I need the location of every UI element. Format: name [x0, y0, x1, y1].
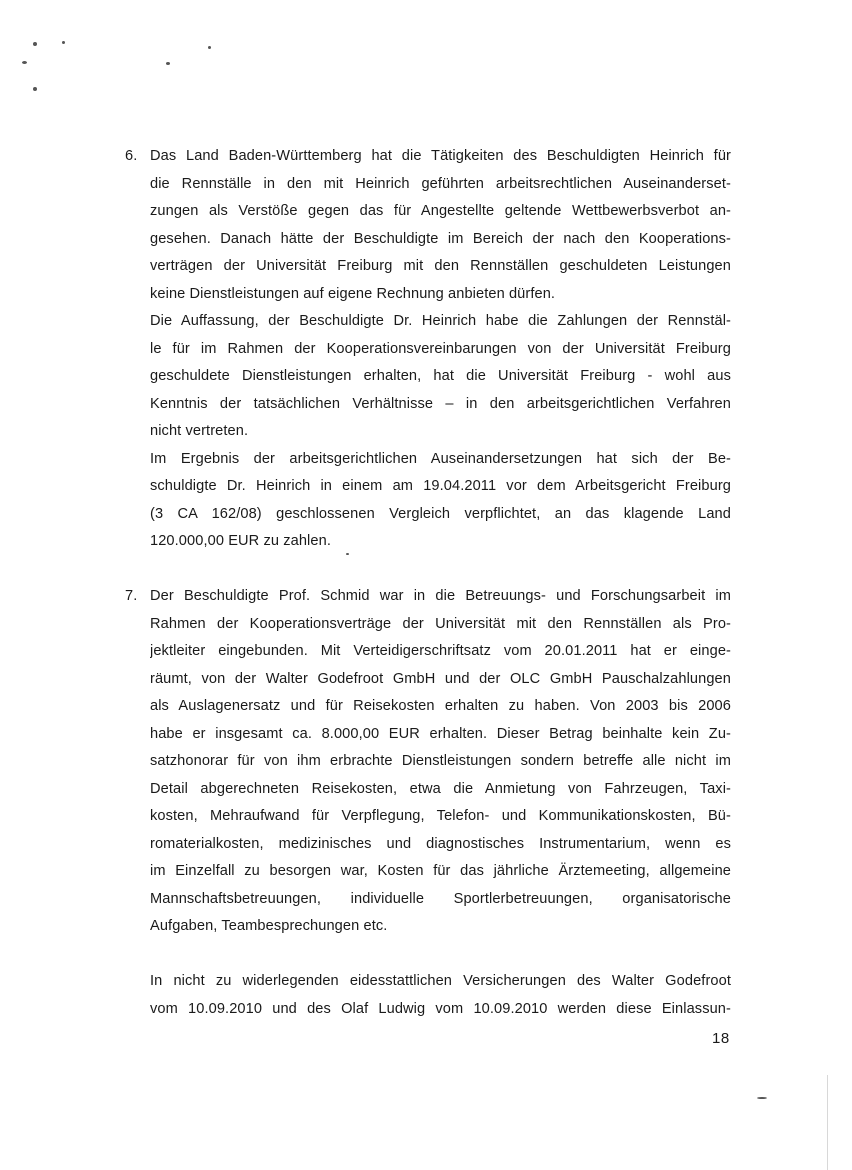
text-line: schuldigte Dr. Heinrich in einem am 19.04.2011 vor dem Arbeitsgericht Freiburg: [150, 478, 731, 494]
text-line: Aufgaben, Teambesprechungen etc.: [150, 918, 388, 934]
text-line: geschuldete Dienstleistungen erhalten, hat die Universität Freiburg - wohl aus: [150, 368, 731, 384]
scan-speck: [33, 87, 37, 91]
text-line: zungen als Verstöße gegen das für Angestellte geltende Wettbewerbsverbot an-: [150, 203, 731, 219]
item-number: 6.: [125, 148, 138, 164]
document-content: [125, 143, 731, 1023]
text-line: verträgen der Universität Freiburg mit den Rennställen geschuldeten Leistungen: [150, 258, 731, 274]
page-number: 18: [712, 1030, 730, 1047]
text-line: habe er insgesamt ca. 8.000,00 EUR erhalten. Dieser Betrag beinhalte kein Zu-: [150, 725, 731, 742]
text-line: im Einzelfall zu besorgen war, Kosten für das jährliche Ärztemeeting, allgemeine: [150, 863, 731, 879]
paragraph: [150, 583, 731, 941]
numbered-item: [125, 143, 731, 556]
scan-edge-line: [827, 1075, 828, 1170]
item-body: [150, 583, 731, 1023]
scan-speck: [33, 42, 37, 46]
text-line: (3 CA 162/08) geschlossenen Vergleich verpflichtet, an das klagende Land: [150, 505, 731, 522]
text-line: gesehen. Danach hätte der Beschuldigte im Bereich der nach den Kooperations-: [150, 230, 731, 247]
scan-speck: [22, 61, 27, 64]
text-line: die Rennställe in den mit Heinrich geführten arbeitsrechtlichen Auseinanderset-: [150, 175, 731, 192]
text-line: Im Ergebnis der arbeitsgerichtlichen Auseinandersetzungen hat sich der Be-: [150, 450, 731, 467]
text-line: Detail abgerechneten Reisekosten, etwa die Anmietung von Fahrzeugen, Taxi-: [150, 780, 731, 797]
text-line: nicht vertreten.: [150, 423, 249, 439]
scan-speck: [208, 46, 211, 49]
text-line: le für im Rahmen der Kooperationsvereinbarungen von der Universität Freiburg: [150, 340, 731, 357]
text-line: als Auslagenersatz und für Reisekosten erhalten zu haben. Von 2003 bis 2006: [150, 698, 731, 714]
text-line: Mannschaftsbetreuungen, individuelle Sportlerbetreuungen, organisatorische: [150, 890, 731, 907]
item-body: [150, 143, 731, 556]
text-line: 120.000,00 EUR zu zahlen.: [150, 533, 331, 549]
scan-speck: [166, 62, 170, 65]
paragraph: [150, 143, 731, 308]
text-line: romaterialkosten, medizinisches und diagnostisches Instrumentarium, wenn es: [150, 835, 731, 852]
scan-speck: [62, 41, 65, 44]
text-line: kosten, Mehraufwand für Verpflegung, Telefon- und Kommunikationskosten, Bü-: [150, 808, 731, 824]
text-line: Das Land Baden-Württemberg hat die Tätigkeiten des Beschuldigten Heinrich für: [150, 148, 731, 164]
paragraph: [150, 446, 731, 556]
text-line: Rahmen der Kooperationsverträge der Universität mit den Rennställen als Pro-: [150, 615, 731, 632]
text-line: Die Auffassung, der Beschuldigte Dr. Heinrich habe die Zahlungen der Rennstäl-: [150, 313, 731, 329]
text-line: jektleiter eingebunden. Mit Verteidigerschriftsatz vom 20.01.2011 hat er einge-: [150, 643, 731, 659]
text-line: Der Beschuldigte Prof. Schmid war in die Betreuungs- und Forschungsarbeit im: [150, 588, 731, 604]
text-line: keine Dienstleistungen auf eigene Rechnung anbieten dürfen.: [150, 285, 556, 302]
text-line: In nicht zu widerlegenden eidesstattlichen Versicherungen des Walter Godefroot: [150, 973, 731, 989]
numbered-item: [125, 583, 731, 1023]
text-line: räumt, von der Walter Godefroot GmbH und der OLC GmbH Pauschalzahlungen: [150, 670, 731, 687]
item-number: 7.: [125, 588, 138, 604]
text-line: satzhonorar für von ihm erbrachte Dienstleistungen sondern betreffe alle nicht im: [150, 753, 731, 769]
paragraph: [150, 968, 731, 1023]
paragraph: [150, 308, 731, 446]
text-line: vom 10.09.2010 und des Olaf Ludwig vom 10.09.2010 werden diese Einlassun-: [150, 1000, 731, 1017]
scan-speck: [757, 1097, 767, 1099]
text-line: Kenntnis der tatsächlichen Verhältnisse – in den arbeitsgerichtlichen Verfahren: [150, 395, 731, 412]
